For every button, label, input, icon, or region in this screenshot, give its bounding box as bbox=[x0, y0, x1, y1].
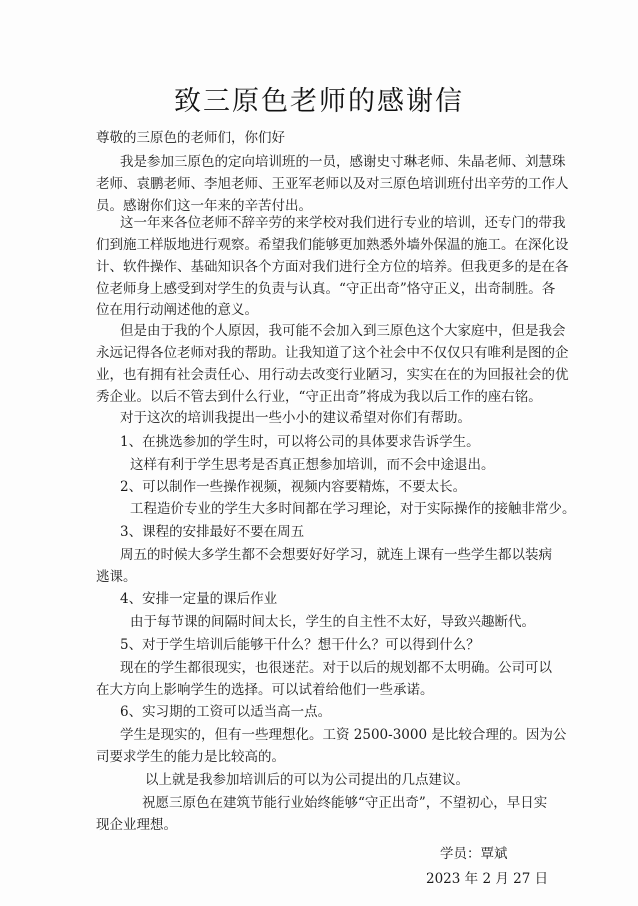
body-line: 永远记得各位老师对我的帮助。让我知道了这个社会中不仅仅只有唯利是图的企 bbox=[96, 345, 569, 361]
body-line: 这一年来各位老师不辞辛劳的来学校对我们进行专业的培训，还专门的带我 bbox=[120, 215, 566, 231]
body-line: 我是参加三原色的定向培训班的一员，感谢史寸琳老师、朱晶老师、刘慧珠 bbox=[120, 154, 566, 170]
body-line: 秀企业。以后不管去到什么行业，“守正出奇”将成为我以后工作的座右铭。 bbox=[96, 389, 542, 405]
body-line: 位老师身上感受到对学生的负责与认真。“守正出奇”恪守正义，出奇制胜。各 bbox=[96, 281, 556, 297]
closing-line: 祝愿三原色在建筑节能行业始终能够“守正出奇”，不望初心，早日实 bbox=[142, 795, 548, 811]
suggestion-detail: 现在的学生都很现实，也很迷茫。对于以后的规划都不太明确。公司可以 bbox=[120, 660, 552, 676]
suggestion-detail: 在大方向上影响学生的选择。可以试着给他们一些承诺。 bbox=[96, 682, 434, 698]
body-line: 们到施工样版地进行观察。希望我们能够更加熟悉外墙外保温的施工。在深化设 bbox=[96, 237, 569, 253]
suggestion-detail: 逃课。 bbox=[96, 569, 137, 585]
body-line: 计、软件操作、基础知识各个方面对我们进行全方位的培养。但我更多的是在各 bbox=[96, 259, 569, 275]
signature: 学员：覃斌 bbox=[440, 846, 508, 862]
suggestion-heading: 6、实习期的工资可以适当高一点。 bbox=[120, 704, 332, 720]
body-line: 位在用行动阐述他的意义。 bbox=[96, 302, 258, 318]
body-line: 业，也有拥有社会责任心、用行动去改变行业陋习，实实在在的为回报社会的优 bbox=[96, 367, 569, 383]
body-line: 员。感谢你们这一年来的辛苦付出。 bbox=[96, 198, 312, 214]
letter-date: 2023 年 2 月 27 日 bbox=[426, 871, 549, 887]
suggestion-detail: 由于每节课的间隔时间太长，学生的自主性不太好，导致兴趣断代。 bbox=[130, 614, 535, 630]
suggestion-detail: 司要求学生的能力是比较高的。 bbox=[96, 749, 285, 765]
suggestion-heading: 4、安排一定量的课后作业 bbox=[120, 591, 278, 607]
body-line: 但是由于我的个人原因，我可能不会加入到三原色这个大家庭中，但是我会 bbox=[120, 323, 566, 339]
suggestion-heading: 5、对于学生培训后能够干什么？想干什么？可以得到什么？ bbox=[120, 637, 480, 653]
suggestion-detail: 学生是现实的，但有一些理想化。工资 2500-3000 是比较合理的。因为公 bbox=[120, 727, 567, 743]
body-line: 老师、袁鹏老师、李旭老师、王亚军老师以及对三原色培训班付出辛劳的工作人 bbox=[96, 176, 569, 192]
suggestion-detail: 周五的时候大多学生都不会想要好好学习，就连上课有一些学生都以装病 bbox=[120, 547, 552, 563]
suggestion-heading: 2、可以制作一些操作视频，视频内容要精炼，不要太长。 bbox=[120, 479, 467, 495]
greeting-line: 尊敬的三原色的老师们，你们好 bbox=[96, 130, 285, 146]
closing-line: 以上就是我参加培训后的可以为公司提出的几点建议。 bbox=[145, 772, 469, 788]
suggestion-heading: 3、课程的安排最好不要在周五 bbox=[120, 524, 305, 540]
letter-title: 致三原色老师的感谢信 bbox=[174, 86, 464, 117]
suggestion-detail: 工程造价专业的学生大多时间都在学习理论，对于实际操作的接触非常少。 bbox=[130, 501, 576, 517]
suggestion-detail: 这样有利于学生思考是否真正想参加培训，而不会中途退出。 bbox=[130, 457, 495, 473]
suggestion-heading: 1、在挑选参加的学生时，可以将公司的具体要求告诉学生。 bbox=[120, 434, 480, 450]
closing-line: 现企业理想。 bbox=[96, 817, 177, 833]
body-line: 对于这次的培训我提出一些小小的建议希望对你们有帮助。 bbox=[120, 410, 471, 426]
